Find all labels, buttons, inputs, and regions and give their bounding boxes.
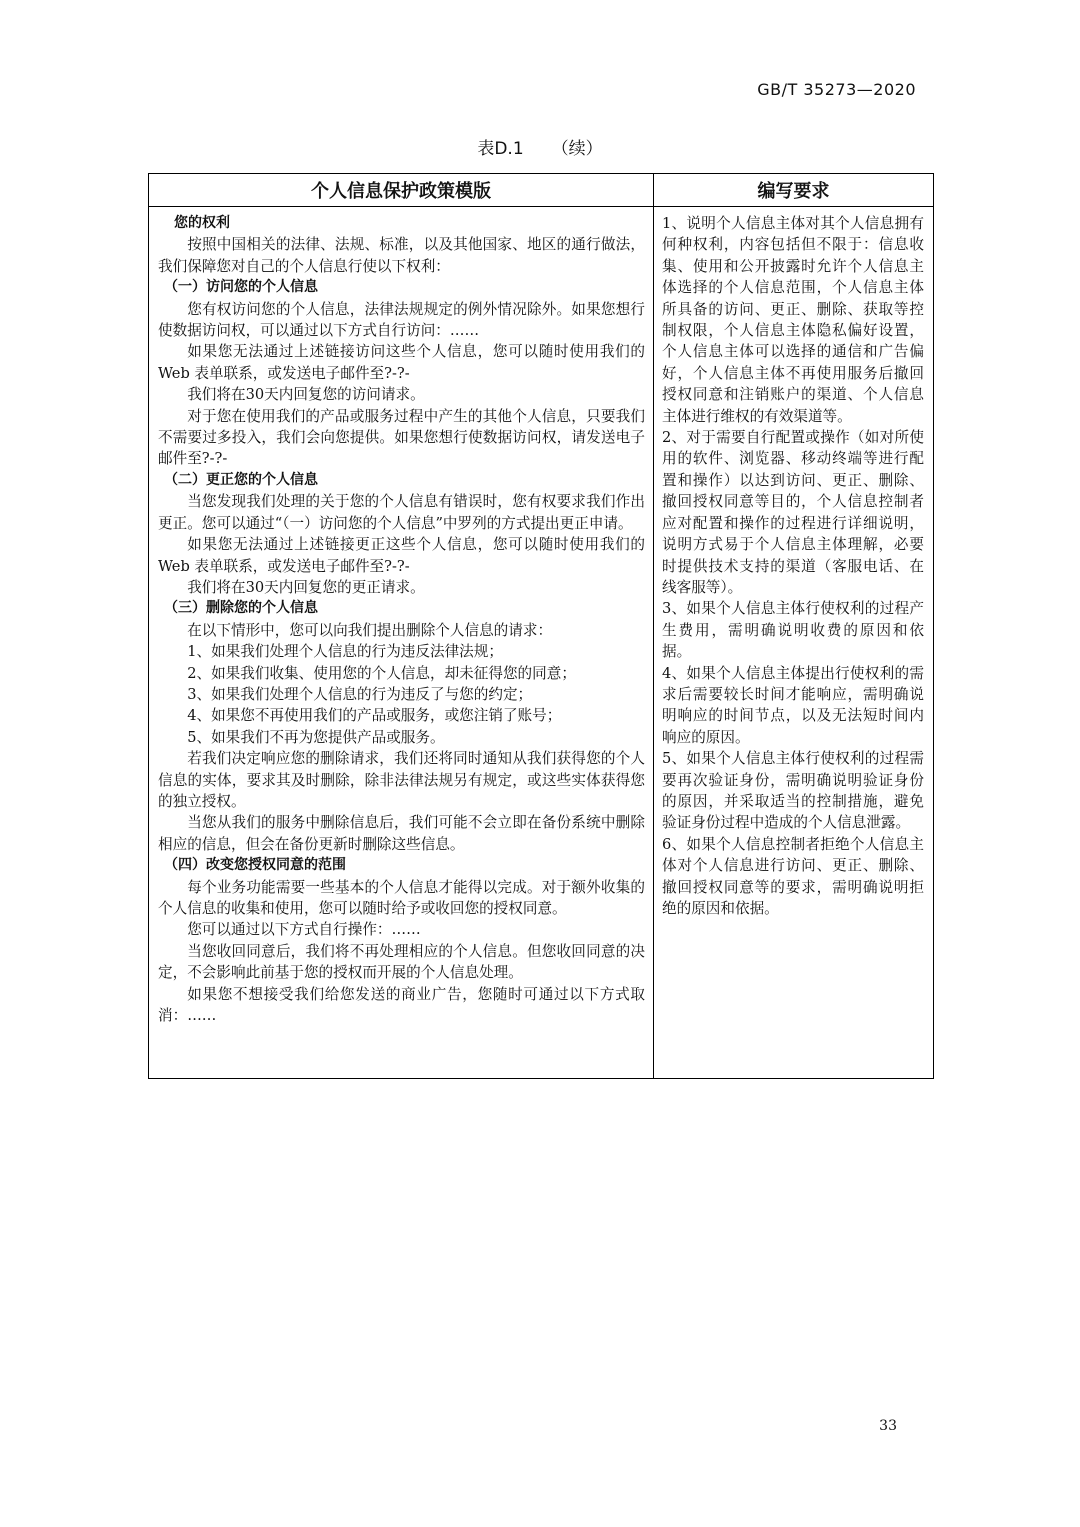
paragraph: 如果您无法通过上述链接更正这些个人信息，您可以随时使用我们的 Web 表单联系，或发送电子邮件至?-?- bbox=[158, 536, 645, 575]
paragraph: 如果您无法通过上述链接访问这些个人信息，您可以随时使用我们的 Web 表单联系，或发送电子邮件至?-?- bbox=[158, 343, 645, 382]
section-heading-rights: 您的权利 bbox=[174, 215, 230, 231]
paragraph: 如果您不想接受我们给您发送的商业广告，您随时可通过以下方式取消：…… bbox=[158, 985, 645, 1025]
section-heading-access: （一）访问您的个人信息 bbox=[164, 279, 318, 296]
list-item: 5、如果我们不再为您提供产品或服务。 bbox=[187, 728, 445, 746]
table-continued-label: （续） bbox=[551, 139, 603, 159]
paragraph: 我们将在30天内回复您的访问请求。 bbox=[187, 386, 425, 404]
requirements-cell bbox=[654, 207, 934, 1079]
paragraph: 对于您在使用我们的产品或服务过程中产生的其他个人信息，只要我们不需要过多投入，我们会向您提供。如果您想行使数据访问权，请发送电子邮件至?-?- bbox=[158, 407, 645, 468]
paragraph: 当您收回同意后，我们将不再处理相应的个人信息。但您收回同意的决定，不会影响此前基于您的授权而开展的个人信息处理。 bbox=[158, 942, 645, 982]
paragraph: 当您发现我们处理的关于您的个人信息有错误时，您有权要求我们作出更正。您可以通过“（一）访问您的个人信息”中罗列的方式提出更正申请。 bbox=[158, 493, 645, 532]
paragraph: 您有权访问您的个人信息，法律法规规定的例外情况除外。如果您想行使数据访问权，可以通过以下方式自行访问：…… bbox=[158, 300, 645, 340]
table-caption bbox=[0, 134, 1080, 159]
table-body-row bbox=[149, 207, 934, 1079]
paragraph: 在以下情形中，您可以向我们提出删除个人信息的请求： bbox=[187, 621, 553, 639]
requirement-item: 4、如果个人信息主体提出行使权利的需求后需要较长时间才能响应，需明确说明响应的时间节点，以及无法短时间内响应的原因。 bbox=[662, 664, 924, 746]
section-heading-delete: （三）删除您的个人信息 bbox=[164, 600, 318, 617]
paragraph: 当您从我们的服务中删除信息后，我们可能不会立即在备份系统中删除相应的信息，但会在备份更新时删除这些信息。 bbox=[158, 814, 645, 853]
list-item: 4、如果您不再使用我们的产品或服务，或您注销了账号； bbox=[187, 707, 562, 725]
section-heading-consent: （四）改变您授权同意的范围 bbox=[164, 857, 346, 874]
requirement-item: 1、说明个人信息主体对其个人信息拥有何种权利，内容包括但不限于：信息收集、使用和公开披露时允许个人信息主体选择的个人信息范围，个人信息主体所具备的访问、更正、删除、获取等控制权限，个人信息主体隐私偏好设置，个人信息主体可以选择的通信和广告偏好，个人信息主体不再使用服务后撤回授权同意和注销账户的渠道、个人信息主体进行维权的有效渠道等。 bbox=[662, 215, 924, 425]
paragraph: 我们将在30天内回复您的更正请求。 bbox=[187, 578, 425, 596]
paragraph: 您可以通过以下方式自行操作：…… bbox=[187, 921, 421, 939]
column-header-template: 个人信息保护政策模版 bbox=[149, 174, 654, 207]
list-item: 1、如果我们处理个人信息的行为违反法律法规； bbox=[187, 643, 503, 661]
standard-number: GB/T 35273—2020 bbox=[757, 80, 916, 99]
column-header-requirements: 编写要求 bbox=[654, 174, 934, 207]
list-item: 3、如果我们处理个人信息的行为违反了与您的约定； bbox=[187, 685, 533, 703]
table-title: 表D.1 bbox=[477, 139, 524, 159]
paragraph: 若我们决定响应您的删除请求，我们还将同时通知从我们获得您的个人信息的实体，要求其及时删除，除非法律法规另有规定，或这些实体获得您的独立授权。 bbox=[158, 750, 645, 810]
policy-template-table bbox=[148, 173, 934, 1079]
page-number: 33 bbox=[879, 1418, 897, 1434]
table-header-row bbox=[149, 174, 934, 207]
requirement-item: 5、如果个人信息主体行使权利的过程需要再次验证身份，需明确说明验证身份的原因，并采取适当的控制措施，避免验证身份过程中造成的个人信息泄露。 bbox=[662, 750, 924, 832]
paragraph: 按照中国相关的法律、法规、标准，以及其他国家、地区的通行做法，我们保障您对自己的个人信息行使以下权利： bbox=[158, 236, 645, 275]
section-heading-correct: （二）更正您的个人信息 bbox=[164, 471, 318, 488]
requirement-item: 2、对于需要自行配置或操作（如对所使用的软件、浏览器、移动终端等进行配置和操作）以达到访问、更正、删除、撤回授权同意等目的，个人信息控制者应对配置和操作的过程进行详细说明，说明方式易于个人信息主体理解，必要时提供技术支持的渠道（客服电话、在线客服等）。 bbox=[662, 429, 924, 596]
list-item: 2、如果我们收集、使用您的个人信息，却未征得您的同意； bbox=[187, 664, 576, 682]
requirement-item: 6、如果个人信息控制者拒绝个人信息主体对个人信息进行访问、更正、删除、撤回授权同意等的要求，需明确说明拒绝的原因和依据。 bbox=[662, 835, 924, 917]
requirement-item: 3、如果个人信息主体行使权利的过程产生费用，需明确说明收费的原因和依据。 bbox=[662, 600, 924, 661]
paragraph: 每个业务功能需要一些基本的个人信息才能得以完成。对于额外收集的个人信息的收集和使用，您可以随时给予或收回您的授权同意。 bbox=[158, 878, 645, 917]
template-cell bbox=[149, 207, 654, 1079]
